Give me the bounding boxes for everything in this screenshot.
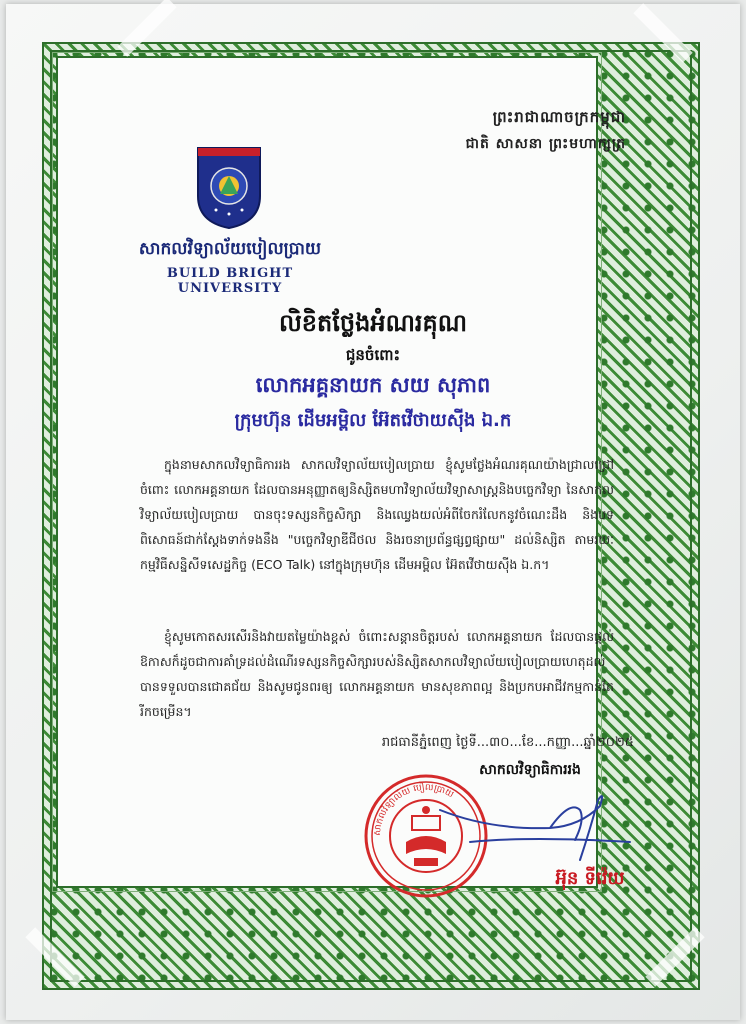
signer-title: សាកលវិទ្យាធិការរង xyxy=(479,762,581,778)
letter-title: លិខិតថ្លែងអំណរគុណ xyxy=(278,309,468,337)
kingdom-motto xyxy=(466,108,626,155)
signer-name: អ៊ុន ទីវ៉េយ xyxy=(555,868,625,889)
recipient-company: ក្រុមហ៊ុន ដើមអម្ពិល អ៊ែតវើថាយស៊ីង ឯ.ក xyxy=(234,410,512,431)
seal-ring-text: សាកលវិទ្យាល័យ បៀលប្រាយ xyxy=(372,782,456,837)
recipient-name: លោកអគ្គនាយក សយ សុភាព xyxy=(255,373,491,397)
national-motto: ជាតិ សាសនា ព្រះមហាក្សត្រ xyxy=(465,136,626,152)
body-paragraph-2: ខ្ញុំសូមកោតសរសើរនិងវាយតម្លៃយ៉ាងខ្ពស់ ចំពោះសន្តានចិត្តរបស់ លោកអគ្គនាយក ដែលបានផ្តល់ឱកាសក៏ដូចជាការគាំទ្រដល់ដំណើរទស្សនកិច្ចសិក្សារបស់និស្សិតសាកលវិទ្យាល័យបៀលប្រាយហេតុដល់បានទទួលបានជោគជ័យ និងសូមជូនពរឲ្យ លោកអគ្គនាយក មានសុខភាពល្អ និងប្រកបអាជីវកម្មកាន់តែរីកចម្រើន។ xyxy=(140,629,614,719)
date-line: រាជធានីភ្នំពេញ ថ្ងៃទី...៣០...ខែ...កញ្ញា...ឆ្នាំ២០២៥ xyxy=(381,735,634,750)
university-name-khmer: សាកលវិទ្យាល័យបៀលប្រាយ xyxy=(138,239,322,259)
to-label: ជូនចំពោះ xyxy=(345,346,401,364)
university-logo-icon xyxy=(196,146,262,230)
university-name-english: BUILD BRIGHT UNIVERSITY xyxy=(166,266,294,296)
handwritten-signature xyxy=(430,770,650,880)
body-paragraph-1: ក្នុងនាមសាកលវិទ្យាធិការរង សាកលវិទ្យាល័យបៀលប្រាយ ខ្ញុំសូមថ្លែងអំណរគុណយ៉ាងជ្រាលជ្រៅចំពោះ លោកអគ្គនាយក ដែលបានអនុញ្ញាតឲ្យនិស្សិតមហាវិទ្យាល័យវិទ្យាសាស្ត្រនិងបច្ចេកវិទ្យា នៃសាកលវិទ្យាល័យបៀលប្រាយ បានចុះទស្សនកិច្ចសិក្សា និងឈ្វេងយល់អំពីចែករំលែកនូវចំណេះដឹង និងបទពិសោធន៍ជាក់ស្តែងទាក់ទងនឹង "បច្ចេកវិទ្យាឌីជីថល និងរចនាប្រព័ន្ធផ្សព្វផ្សាយ" ដល់និស្សិត តាមរយៈកម្មវិធីសន្និសីទសេដ្ឋកិច្ច (ECO Talk) នៅក្នុងក្រុមហ៊ុន ដើមអម្ពិល អ៊ែតវើថាយស៊ីង ឯ.ក។ xyxy=(140,457,614,572)
kingdom-name: ព្រះរាជាណាចក្រកម្ពុជា xyxy=(492,108,626,126)
